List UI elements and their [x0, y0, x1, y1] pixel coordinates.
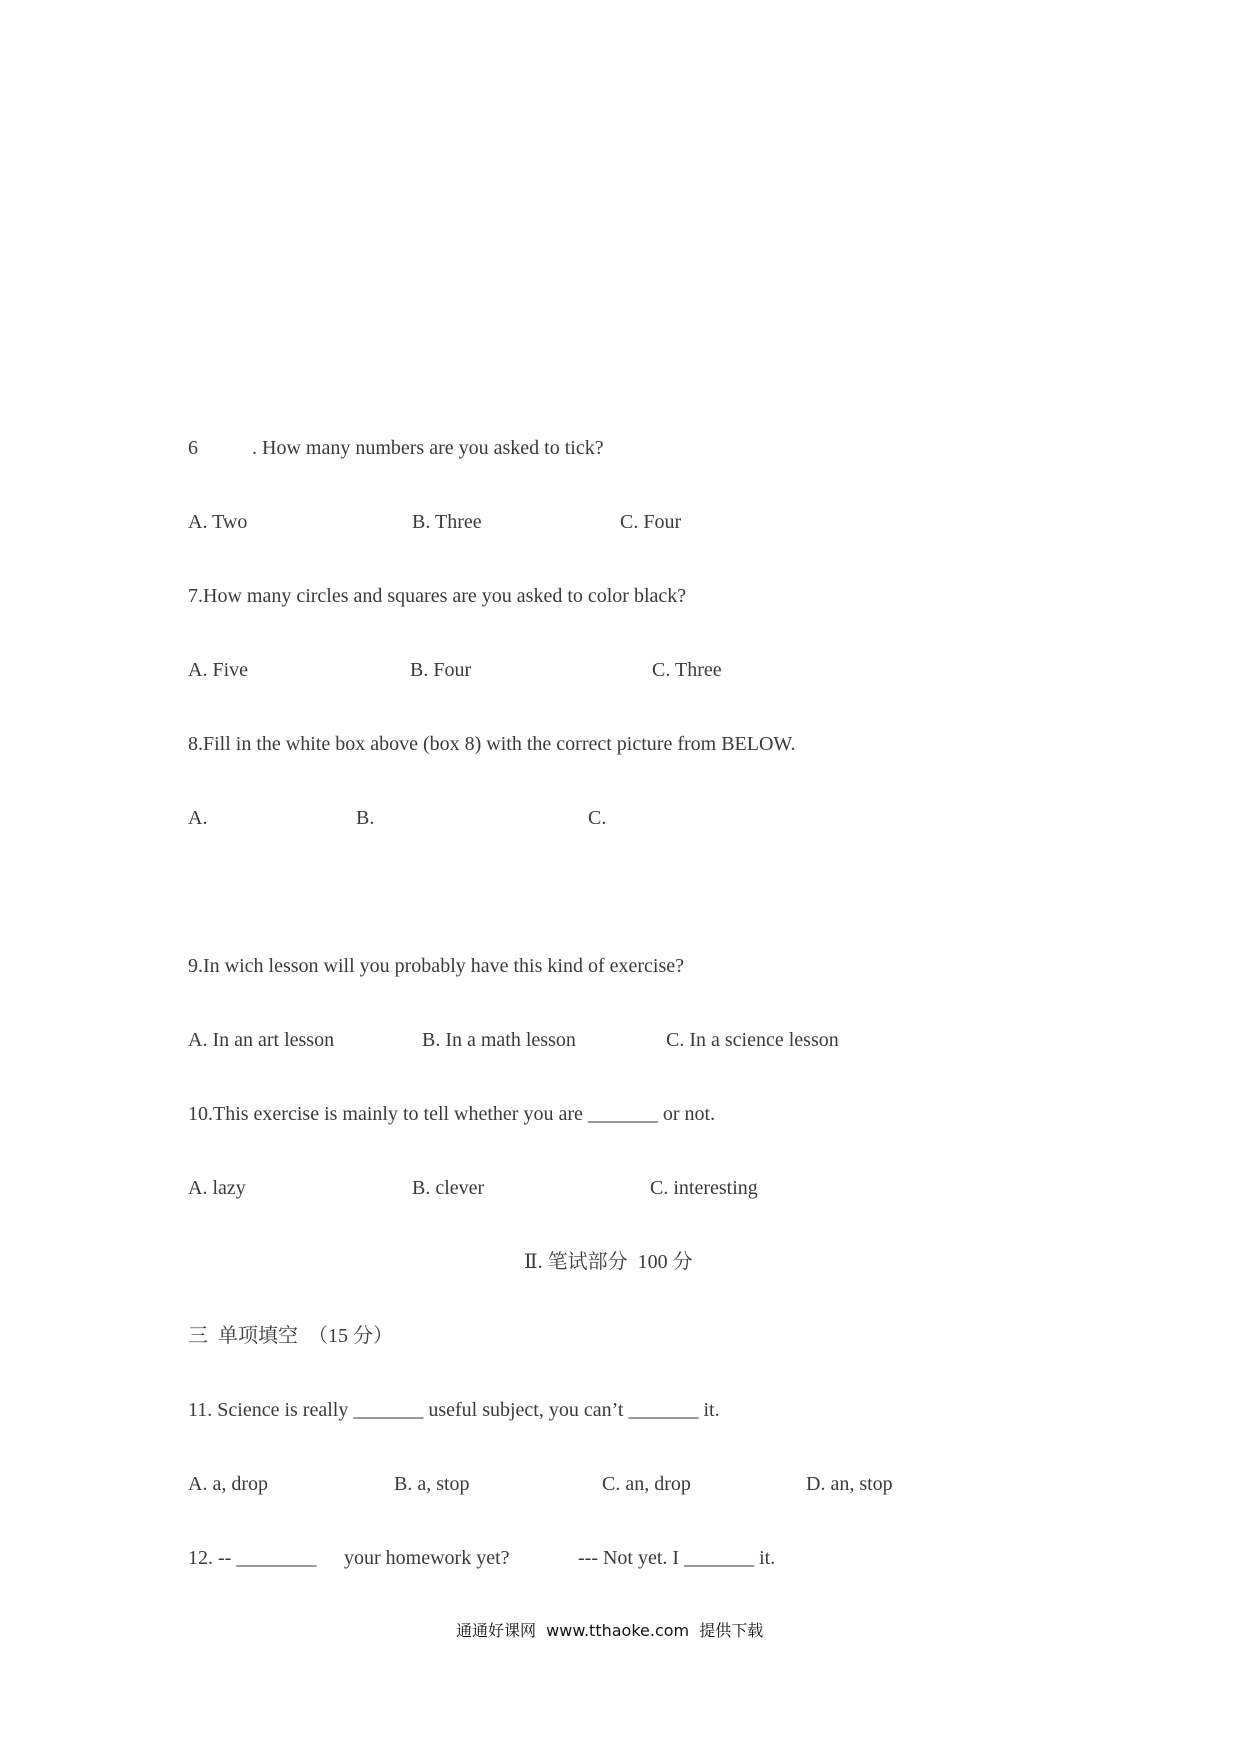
question-12-prompt: 12. -- ________ — [188, 1547, 317, 1569]
question-6-number: 6 — [188, 437, 198, 459]
question-8-text: 8.Fill in the white box above (box 8) with the correct picture from BELOW. — [188, 733, 796, 755]
question-9-option-b: B. In a math lesson — [422, 1029, 576, 1051]
question-7-option-c: C. Three — [652, 659, 722, 681]
question-7-text: 7.How many circles and squares are you asked to color black? — [188, 585, 687, 607]
question-10-option-c: C. interesting — [650, 1177, 758, 1199]
question-6-option-c: C. Four — [620, 511, 682, 533]
question-12-reply: --- Not yet. I _______ it. — [578, 1547, 776, 1569]
section-written-part-heading: Ⅱ. 笔试部分 100 分 — [524, 1251, 693, 1273]
question-9-option-a: A. In an art lesson — [188, 1029, 335, 1051]
question-8-option-b: B. — [356, 807, 375, 829]
question-6-text: . How many numbers are you asked to tick? — [252, 437, 604, 459]
question-6-option-a: A. Two — [188, 511, 248, 533]
question-8-option-a: A. — [188, 807, 208, 829]
footer-source-note: 通通好课网 www.tthaoke.com 提供下载 — [456, 1621, 764, 1640]
question-6-option-b: B. Three — [412, 511, 482, 533]
question-10-text: 10.This exercise is mainly to tell whether you are _______ or not. — [188, 1103, 716, 1125]
question-9-option-c: C. In a science lesson — [666, 1029, 839, 1051]
question-7-option-a: A. Five — [188, 659, 248, 681]
question-11-option-d: D. an, stop — [806, 1473, 893, 1495]
question-7-option-b: B. Four — [410, 659, 472, 681]
question-11-option-b: B. a, stop — [394, 1473, 470, 1495]
question-8-option-c: C. — [588, 807, 607, 829]
question-10-option-a: A. lazy — [188, 1177, 246, 1199]
question-10-option-b: B. clever — [412, 1177, 485, 1199]
question-12-text: your homework yet? — [344, 1547, 510, 1569]
question-9-text: 9.In wich lesson will you probably have this kind of exercise? — [188, 955, 684, 977]
section-single-choice-heading: 三 单项填空 （15 分） — [188, 1325, 393, 1347]
question-11-option-c: C. an, drop — [602, 1473, 691, 1495]
question-11-option-a: A. a, drop — [188, 1473, 268, 1495]
question-11-text: 11. Science is really _______ useful subject, you can’t _______ it. — [188, 1399, 720, 1421]
